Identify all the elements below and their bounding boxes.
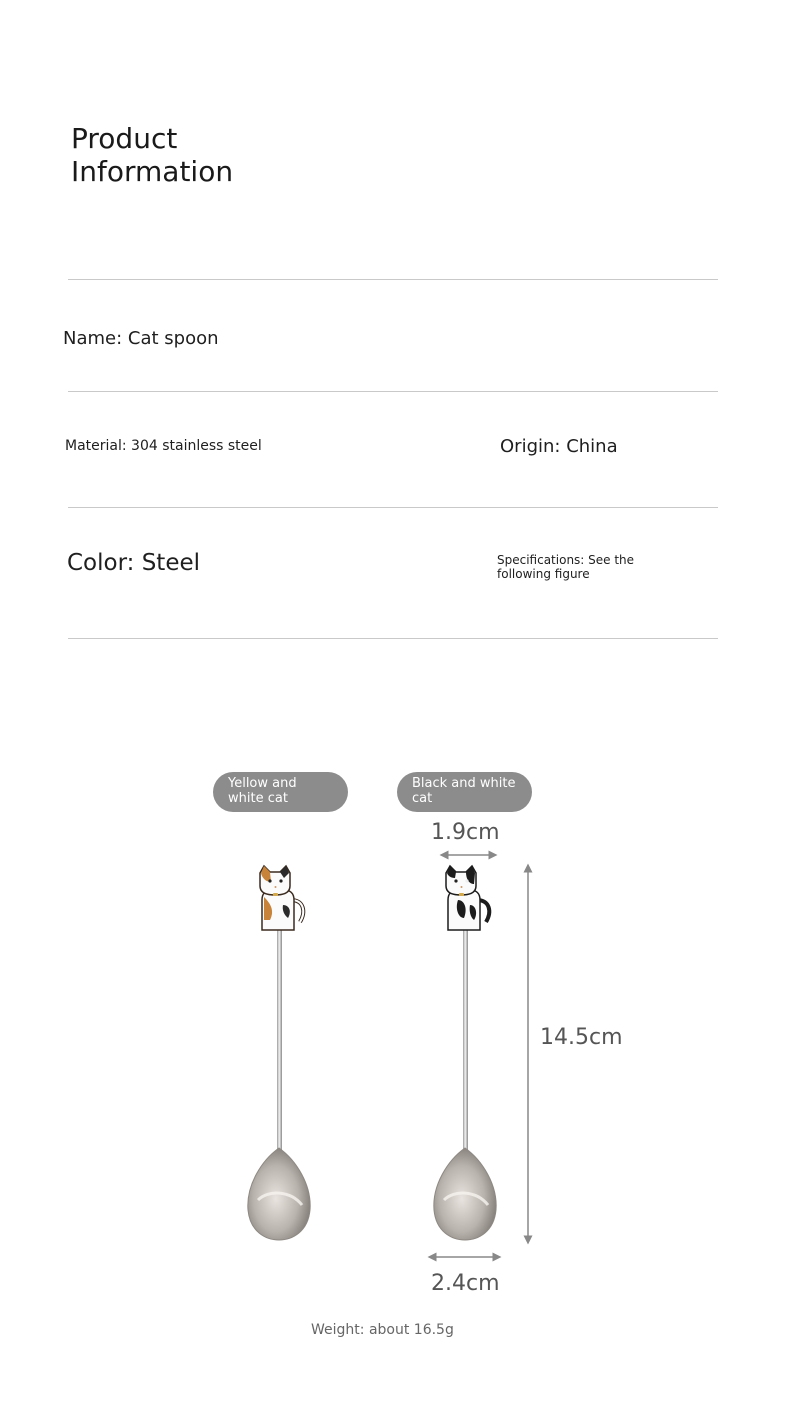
dimension-top-width: 1.9cm [431,820,500,845]
cat-figure-black-white [446,866,489,930]
spoon-black-white-cat [434,866,496,1240]
cat-figure-yellow-white [260,866,303,930]
color-field: Color: Steel [67,550,201,576]
spoon-yellow-white-cat [248,866,310,1240]
weight-label: Weight: about 16.5g [311,1322,454,1338]
variant-label-line-1: Yellow and [228,776,297,791]
origin-field: Origin: China [500,436,618,457]
specifications-line-1: Specifications: See the [497,553,635,567]
material-field: Material: 304 stainless steel [65,438,262,454]
variant-label-line-1: Black and white [412,776,516,791]
name-field: Name: Cat spoon [63,328,219,349]
variant-label-line-2: cat [412,791,433,806]
variant-label-line-2: white cat [228,791,288,806]
dimension-length: 14.5cm [540,1025,623,1050]
title-line-1: Product [71,122,178,155]
specifications-line-2: following figure [497,567,590,581]
dimension-bowl-width: 2.4cm [431,1271,500,1296]
title-line-2: Information [71,155,234,188]
